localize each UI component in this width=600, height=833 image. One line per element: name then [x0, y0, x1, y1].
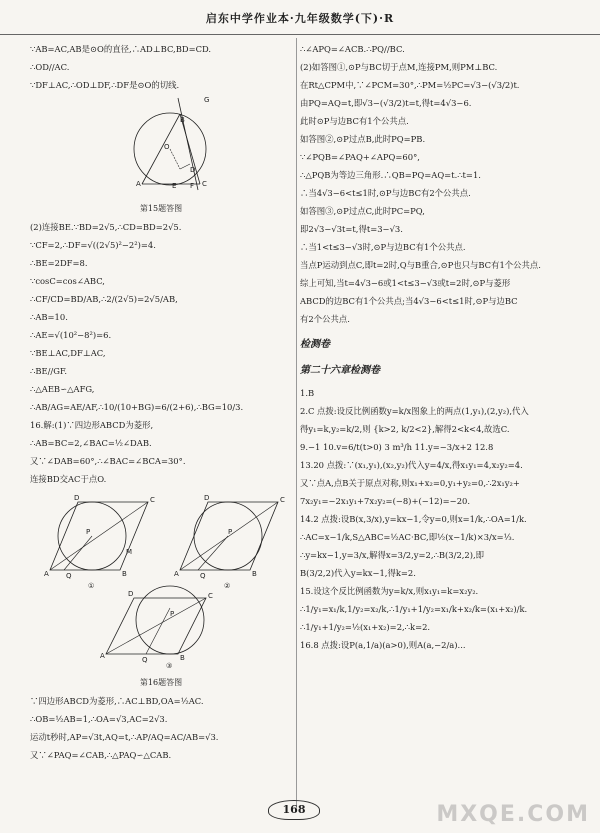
text-line: ∴AB=10.	[30, 312, 68, 322]
text-line: 有2个公共点.	[300, 314, 350, 324]
svg-text:B: B	[180, 116, 185, 124]
page-number: 168	[268, 800, 320, 820]
svg-text:P: P	[170, 610, 175, 618]
figure-15-diagram	[30, 94, 292, 194]
svg-text:①: ①	[88, 582, 95, 590]
chapter-title: 第二十六章检测卷	[300, 365, 380, 376]
svg-text:C: C	[150, 496, 155, 504]
figure-16-diagram	[30, 488, 292, 668]
svg-text:G: G	[204, 96, 210, 104]
svg-text:D: D	[128, 590, 134, 598]
text-line: 如答图②,⊙P过点B,此时PQ=PB.	[300, 134, 426, 144]
right-column	[300, 40, 576, 654]
text-line: 由PQ=AQ=t,即√3−(√3/2)t=t,得t=4√3−6.	[300, 98, 472, 108]
svg-text:②: ②	[224, 582, 231, 590]
watermark: MXQE.COM	[436, 802, 590, 827]
text-line: 又∵∠DAB=60°,∴∠BAC=∠BCA=30°.	[30, 456, 186, 466]
svg-text:D: D	[204, 494, 210, 502]
svg-text:A: A	[136, 180, 141, 188]
text-line: ∵CF=2,∴DF=√((2√5)²−2²)=4.	[30, 240, 156, 250]
svg-text:B: B	[180, 654, 185, 662]
text-line: ABCD的边BC有1个公共点;当4√3−6<t≤1时,⊙P与边BC	[300, 296, 518, 306]
text-line: 7x₂y₁=−2x₁y₁+7x₂y₂=(−8)+(−12)=−20.	[300, 496, 471, 506]
svg-text:P: P	[86, 528, 91, 536]
header-title: 启东中学作业本·九年级数学(下)·R	[205, 12, 395, 25]
text-line: ∴AE=√(10²−8²)=6.	[30, 330, 112, 340]
text-line: (2)如答图①,⊙P与BC切于点M,连接PM,则PM⊥BC.	[300, 62, 498, 72]
text-line: ∴BE//GF.	[30, 366, 68, 376]
svg-text:B: B	[122, 570, 127, 578]
section-title: 检测卷	[300, 339, 330, 350]
text-line: ∴AB=BC=2,∠BAC=½∠DAB.	[30, 438, 152, 448]
svg-text:Q: Q	[142, 656, 148, 664]
text-line: ∵BE⊥AC,DF⊥AC,	[30, 348, 106, 358]
svg-text:C: C	[202, 180, 207, 188]
text-line: ∵DF⊥AC,∴OD⊥DF,∴DF是⊙O的切线.	[30, 80, 180, 90]
text-line: 又∵点A,点B关于原点对称,则x₁+x₂=0,y₁+y₂=0,∴2x₁y₂+	[300, 478, 520, 488]
text-line: ∴1/y₁=x₁/k,1/y₂=x₂/k,∴1/y₁+1/y₂=x₁/k+x₂/k=(x₁+x₂)/k.	[300, 604, 528, 614]
text-line: ∴CF/CD=BD/AB,∴2/(2√5)=2√5/AB,	[30, 294, 178, 304]
text-line: ∴△AEB∽△AFG,	[30, 384, 95, 394]
svg-text:A: A	[44, 570, 49, 578]
text-line: 在Rt△CPM中,∵∠PCM=30°,∴PM=½PC=√3−(√3/2)t.	[300, 80, 520, 90]
page-header	[0, 0, 600, 35]
svg-text:O: O	[164, 143, 170, 151]
text-line: 即2√3−√3t=t,得t=3−√3.	[300, 224, 403, 234]
text-line: ∵cosC=cos∠ABC,	[30, 276, 105, 286]
text-line: ∴1/y₁+1/y₂=½(x₁+x₂)=2,∴k=2.	[300, 622, 431, 632]
text-line: 9.−1 10.v=6/t(t>0) 3 m³/h 11.y=−3/x+2 12.8	[300, 442, 494, 452]
text-line: (2)连接BE.∵BD=2√5,∴CD=BD=2√5.	[30, 222, 182, 232]
text-line: ∴△PQB为等边三角形.∴QB=PQ=AQ=t.∴t=1.	[300, 170, 481, 180]
text-line: ∴y=kx−1,y=3/x,解得x=3/2,y=2,∴B(3/2,2),即	[300, 550, 485, 560]
text-line: 2.C 点拨:设反比例函数y=k/x图象上的两点(1,y₁),(2,y₂),代入	[300, 406, 529, 416]
svg-text:E: E	[172, 182, 177, 190]
text-line: 如答图③,⊙P过点C,此时PC=PQ,	[300, 206, 425, 216]
text-line: ∴∠APQ=∠ACB.∴PQ//BC.	[300, 44, 405, 54]
text-line: 15.设这个反比例函数为y=k/x,则x₁y₁=k=x₂y₂.	[300, 586, 479, 596]
svg-text:Q: Q	[66, 572, 72, 580]
text-line: 又∵∠PAQ=∠CAB,∴△PAQ∽△CAB.	[30, 750, 172, 760]
text-line: 14.2 点拨:设B(x,3/x),y=kx−1,令y=0,则x=1/k,∴OA=1/k.	[300, 514, 527, 524]
text-line: 综上可知,当t=4√3−6或1<t≤3−√3或t=2时,⊙P与菱形	[300, 278, 511, 288]
svg-text:M: M	[126, 548, 133, 556]
figure-15	[30, 94, 292, 218]
text-line: 运动t秒时,AP=√3t,AQ=t,∴AP/AQ=AC/AB=√3.	[30, 732, 219, 742]
column-divider	[296, 38, 297, 808]
figure-16-caption: 第16题答图	[139, 678, 183, 687]
text-line: ∴AB/AG=AE/AF,∴10/(10+BG)=6/(2+6),∴BG=10/3.	[30, 402, 244, 412]
text-line: 16.8 点拨:设P(a,1/a)(a>0),则A(a,−2/a)...	[300, 640, 466, 650]
text-line: ∴BE=2DF=8.	[30, 258, 88, 268]
text-line: ∴当1<t≤3−√3时,⊙P与边BC有1个公共点.	[300, 242, 466, 252]
svg-text:A: A	[100, 652, 105, 660]
text-line: 连接BD交AC于点O.	[30, 474, 107, 484]
text-line: 16.解:(1)∵四边形ABCD为菱形,	[30, 420, 154, 430]
figure-15-caption: 第15题答图	[139, 204, 183, 213]
text-line: 得y₁=k,y₂=k/2,则 {k>2, k/2<2},解得2<k<4,故选C.	[300, 424, 510, 434]
svg-text:Q: Q	[200, 572, 206, 580]
svg-text:D: D	[74, 494, 80, 502]
text-line: ∴OB=½AB=1,∴OA=√3,AC=2√3.	[30, 714, 168, 724]
svg-text:③: ③	[166, 662, 173, 668]
svg-text:A: A	[174, 570, 179, 578]
svg-text:B: B	[252, 570, 257, 578]
text-line: ∴当4√3−6<t≤1时,⊙P与边BC有2个公共点.	[300, 188, 471, 198]
svg-text:P: P	[228, 528, 233, 536]
text-line: ∴AC=x−1/k,S△ABC=½AC·BC,即½(x−1/k)×3/x=⅓.	[300, 532, 515, 542]
svg-text:F: F	[190, 182, 195, 190]
text-line: ∵AB=AC,AB是⊙O的直径,∴AD⊥BC,BD=CD.	[30, 44, 212, 54]
svg-text:C: C	[208, 592, 213, 600]
svg-text:C: C	[280, 496, 285, 504]
text-line: ∵∠PQB=∠PAQ+∠APQ=60°,	[300, 152, 420, 162]
text-line: ∵四边形ABCD为菱形,∴AC⊥BD,OA=½AC.	[30, 696, 204, 706]
text-line: 此时⊙P与边BC有1个公共点.	[300, 116, 409, 126]
text-line: 13.20 点拨:∵(x₁,y₁),(x₂,y₂)代入y=4/x,得x₁y₁=4,x₂y₂=4.	[300, 460, 523, 470]
text-line: B(3/2,2)代入y=kx−1,得k=2.	[300, 568, 416, 578]
svg-text:D: D	[190, 166, 196, 174]
text-line: ∴OD//AC.	[30, 62, 70, 72]
left-column	[30, 40, 292, 764]
text-line: 1.B	[300, 388, 315, 398]
figure-16	[30, 488, 292, 692]
text-line: 当点P运动到点C,即t=2时,Q与B重合,⊙P也只与BC有1个公共点.	[300, 260, 541, 270]
